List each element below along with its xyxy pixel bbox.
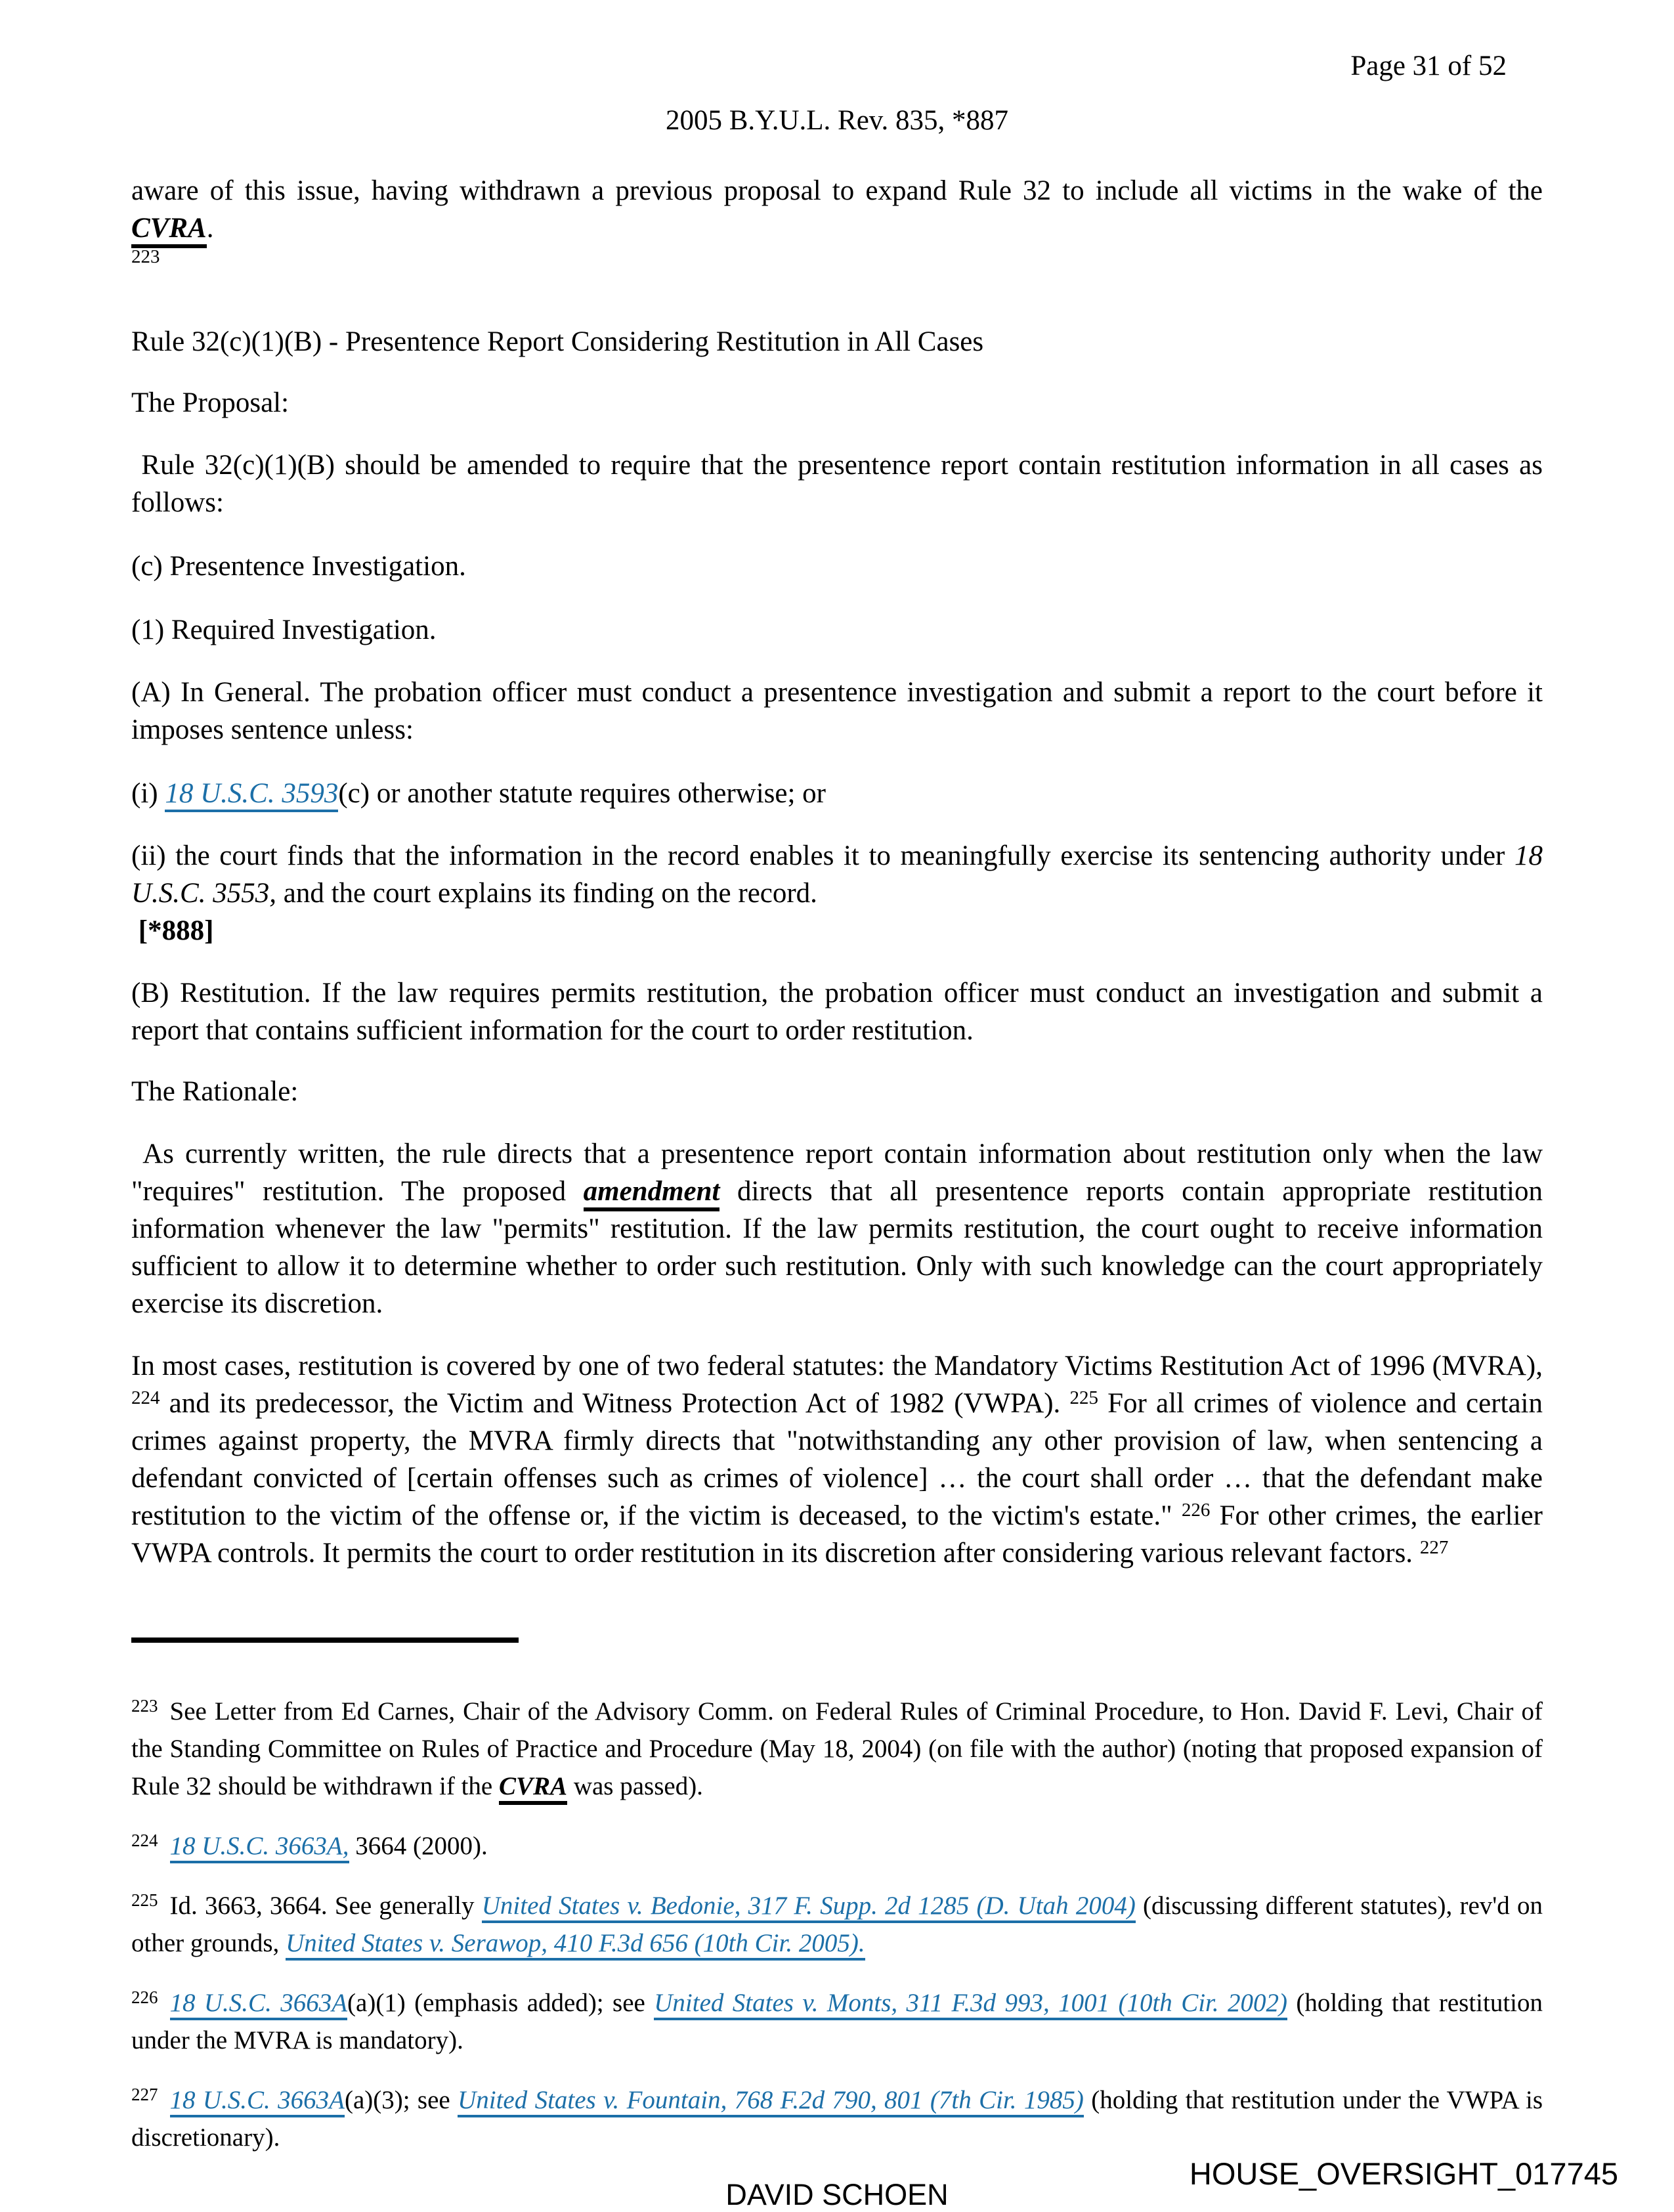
text-run: and its predecessor, the Victim and Witness Protection Act of 1982 (VWPA). — [160, 1388, 1070, 1419]
citation-header: 2005 B.Y.U.L. Rev. 835, *887 — [666, 105, 1008, 136]
text-run: Rule 32(c)(1)(B) - Presentence Report Considering Restitution in All Cases — [131, 326, 984, 357]
text-run: For all crimes of violence and certain crimes against property, the MVRA firmly directs that "notwithstanding any other provision of law, when sentencing a defendant convicted of [certain offenses such as crimes of violence] … the court shall order … that the defendant make restitution to the victim of the offense or, if the victim is deceased, to the victim's estate." — [131, 1388, 1543, 1531]
author-name: DAVID SCHOEN — [725, 2178, 949, 2211]
case-link-serawop[interactable]: United States v. Serawop, 410 F.3d 656 (10th Cir. 2005). — [286, 1929, 865, 1961]
paragraph-a-in-general — [131, 674, 1543, 748]
text-run: (c) or another statute requires otherwise; or — [338, 778, 826, 809]
footnote-ref-225: 225 — [1069, 1387, 1098, 1408]
paragraph-statutes-mvra-vwpa — [131, 1347, 1543, 1572]
footnote-ref-224: 224 — [131, 1387, 160, 1408]
text-run: (a)(3); see — [344, 2086, 458, 2114]
text-run: . — [206, 213, 214, 244]
paragraph-proposal-text — [131, 446, 1543, 521]
footnote-227 — [131, 2081, 1543, 2156]
footnote-marker-225: 225 — [131, 1890, 158, 1910]
footnote-ref-226: 226 — [1181, 1500, 1211, 1521]
text-run: and the court explains its finding on the record. — [276, 878, 817, 909]
text-run: For other crimes, the earlier VWPA controls. It permits the court to order restitution in its discretion after considering various relevant factors. — [131, 1500, 1543, 1569]
footnote-marker-226: 226 — [131, 1987, 158, 2007]
star-page-888: [*888] — [138, 915, 214, 946]
label-the-proposal — [131, 384, 1543, 422]
text-run: aware of this issue, having withdrawn a previous proposal to expand Rule 32 to include all victims in the wake of the — [131, 175, 1543, 206]
statute-link-18-usc-3663a[interactable]: 18 U.S.C. 3663A — [170, 2086, 345, 2117]
paragraph-i-statute — [131, 775, 1543, 812]
footnote-224 — [131, 1827, 1543, 1865]
footnotes-section — [131, 1693, 1543, 2156]
paragraph-continued — [131, 172, 1543, 247]
heading-rule-32c1b — [131, 323, 1543, 360]
statute-cite-18-usc-3553: 18 U.S.C. 3553, — [131, 840, 1543, 909]
text-run: was passed). — [567, 1772, 703, 1800]
cvra-emphasis: CVRA — [131, 213, 207, 248]
bates-number: HOUSE_OVERSIGHT_017745 — [1189, 2156, 1618, 2191]
text-run: (holding that restitution under the VWPA is discretionary). — [131, 2086, 1543, 2152]
text-run: (ii) the court finds that the information in the record enables it to meaningfully exercise its sentencing authority under — [131, 840, 1514, 871]
text-run: (discussing different statutes), rev'd on other grounds, — [131, 1892, 1543, 1957]
amendment-emphasis: amendment — [584, 1176, 720, 1211]
text-run: Id. 3663, 3664. See generally — [169, 1892, 482, 1920]
paragraph-rationale-text — [131, 1135, 1543, 1322]
paragraph-b-restitution — [131, 974, 1543, 1049]
document-body — [131, 172, 1543, 1572]
footnote-marker-224: 224 — [131, 1831, 158, 1850]
text-run: (i) — [131, 778, 165, 809]
text-run: See Letter from Ed Carnes, Chair of the Advisory Comm. on Federal Rules of Criminal Procedure, to Hon. David F. Levi, Chair of the Standing Committee on Rules of Practice and Procedure (May 18, 2004) (on file with the author) (noting that proposed expansion of Rule 32 should be withdrawn if the — [131, 1697, 1543, 1800]
text-run: (B) Restitution. If the law requires permits restitution, the probation officer must conduct an investigation and submit a report that contains sufficient information for the court to order restitution. — [131, 978, 1543, 1046]
cvra-emphasis: CVRA — [499, 1772, 567, 1805]
statute-link-18-usc-3663a[interactable]: 18 U.S.C. 3663A — [170, 1989, 348, 2020]
text-run: (A) In General. The probation officer must conduct a presentence investigation and submit a report to the court before it imposes sentence unless: — [131, 677, 1543, 745]
footnote-ref-227: 227 — [1419, 1537, 1449, 1558]
footnote-223 — [131, 1693, 1543, 1805]
footnote-226 — [131, 1984, 1543, 2059]
text-run: directs that all presentence reports contain appropriate restitution information whenever the law "permits" restitution. If the law permits restitution, the court ought to receive information sufficient to allow it to determine whether to order such restitution. Only with such knowledge can the court appropriately exercise its discretion. — [131, 1176, 1543, 1319]
footnote-reference-line — [131, 248, 1543, 277]
text-run: The Rationale: — [131, 1076, 299, 1107]
footnote-separator — [131, 1637, 519, 1643]
text-run: (c) Presentence Investigation. — [131, 551, 466, 582]
text-run: The Proposal: — [131, 387, 290, 418]
text-run — [131, 915, 139, 946]
text-run: As currently written, the rule directs that a presentence report contain information about restitution only when the law "requires" restitution. The proposed — [131, 1139, 1543, 1207]
text-run: In most cases, restitution is covered by one of two federal statutes: the Mandatory Victims Restitution Act of 1996 (MVRA), — [131, 1351, 1543, 1381]
case-link-bedonie[interactable]: United States v. Bedonie, 317 F. Supp. 2d 1285 (D. Utah 2004) — [482, 1892, 1136, 1923]
footnote-225 — [131, 1887, 1543, 1962]
case-link-fountain[interactable]: United States v. Fountain, 768 F.2d 790, 801 (7th Cir. 1985) — [458, 2086, 1084, 2117]
text-run: (1) Required Investigation. — [131, 615, 437, 645]
text-run: (holding that restitution under the MVRA is mandatory). — [131, 1989, 1543, 2054]
case-link-monts[interactable]: United States v. Monts, 311 F.3d 993, 1001 (10th Cir. 2002) — [654, 1989, 1287, 2020]
statute-link-18-usc-3593[interactable]: 18 U.S.C. 3593 — [165, 778, 338, 812]
footnote-marker-223: 223 — [131, 1696, 158, 1716]
text-run: (a)(1) (emphasis added); see — [347, 1989, 655, 2017]
paragraph-ii-court-finds — [131, 837, 1543, 912]
footnote-marker-227: 227 — [131, 2085, 158, 2104]
statute-link-18-usc-3663a[interactable]: 18 U.S.C. 3663A, — [170, 1832, 349, 1863]
text-run: 3664 (2000). — [349, 1832, 488, 1860]
paragraph-c-presentence-investigation — [131, 548, 1543, 585]
page-marker-888 — [131, 912, 1543, 949]
text-run: Rule 32(c)(1)(B) should be amended to require that the presentence report contain restitution information in all cases as follows: — [131, 450, 1543, 518]
footnote-ref-223: 223 — [131, 246, 160, 267]
paragraph-1-required-investigation — [131, 611, 1543, 649]
label-the-rationale — [131, 1073, 1543, 1110]
page-indicator: Page 31 of 52 — [1350, 51, 1507, 81]
